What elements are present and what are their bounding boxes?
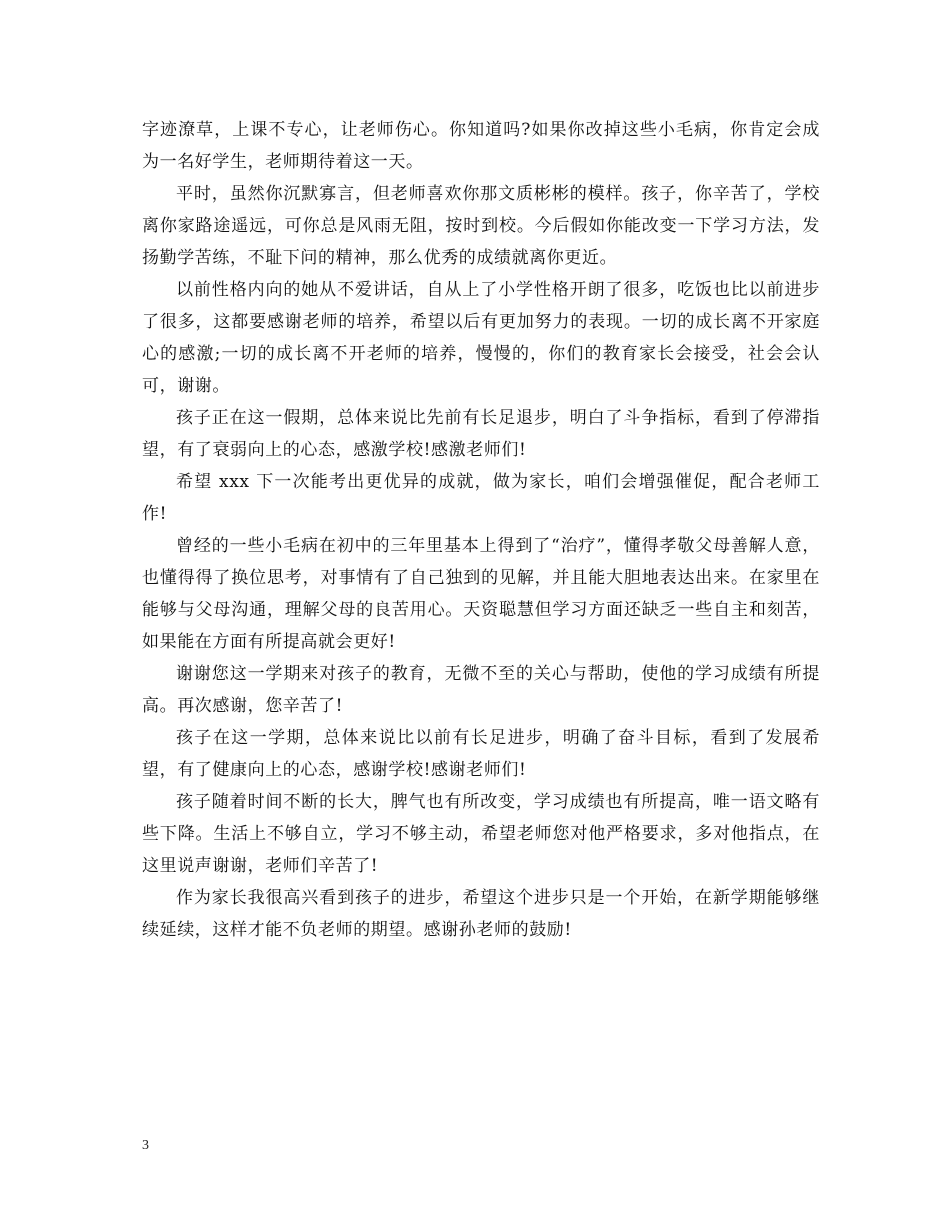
paragraph-2: 平时，虽然你沉默寡言，但老师喜欢你那文质彬彬的模样。孩子，你辛苦了，学校离你家路途遥远，可你总是风雨无阻，按时到校。今后假如你能改变一下学习方法，发扬勤学苦练，不耻下问的精神，那么优秀的成绩就离你更近。: [142, 184, 820, 268]
paragraph-8: 孩子在这一学期，总体来说比以前有长足进步，明确了奋斗目标，看到了发展希望，有了健康向上的心态，感谢学校!感谢老师们!: [142, 728, 820, 780]
paragraph-3: 以前性格内向的她从不爱讲话，自从上了小学性格开朗了很多，吃饭也比以前进步了很多，这都要感谢老师的培养，希望以后有更加努力的表现。一切的成长离不开家庭心的感激;一切的成长离不开老师的培养，慢慢的，你们的教育家长会接受，社会会认可，谢谢。: [142, 280, 820, 396]
page-number: 3: [142, 1138, 149, 1153]
paragraph-10: 作为家长我很高兴看到孩子的进步，希望这个进步只是一个开始，在新学期能够继续延续，这样才能不负老师的期望。感谢孙老师的鼓励!: [142, 888, 820, 940]
paragraph-5: 希望 xxx 下一次能考出更优异的成就，做为家长，咱们会增强催促，配合老师工作!: [142, 472, 820, 524]
paragraph-1: 字迹潦草，上课不专心，让老师伤心。你知道吗?如果你改掉这些小毛病，你肯定会成为一名好学生，老师期待着这一天。: [142, 120, 820, 172]
paragraph-9: 孩子随着时间不断的长大，脾气也有所改变，学习成绩也有所提高，唯一语文略有些下降。生活上不够自立，学习不够主动，希望老师您对他严格要求，多对他指点，在这里说声谢谢，老师们辛苦了!: [142, 792, 820, 876]
paragraph-7: 谢谢您这一学期来对孩子的教育，无微不至的关心与帮助，使他的学习成绩有所提高。再次感谢，您辛苦了!: [142, 664, 820, 716]
document-body: [142, 114, 820, 946]
paragraph-6: 曾经的一些小毛病在初中的三年里基本上得到了“治疗”，懂得孝敬父母善解人意，也懂得得了换位思考，对事情有了自己独到的见解，并且能大胆地表达出来。在家里在能够与父母沟通，理解父母的良苦用心。天资聪慧但学习方面还缺乏一些自主和刻苦，如果能在方面有所提高就会更好!: [142, 536, 820, 652]
paragraph-4: 孩子正在这一假期，总体来说比先前有长足退步，明白了斗争指标，看到了停滞指望，有了衰弱向上的心态，感激学校!感激老师们!: [142, 408, 820, 460]
